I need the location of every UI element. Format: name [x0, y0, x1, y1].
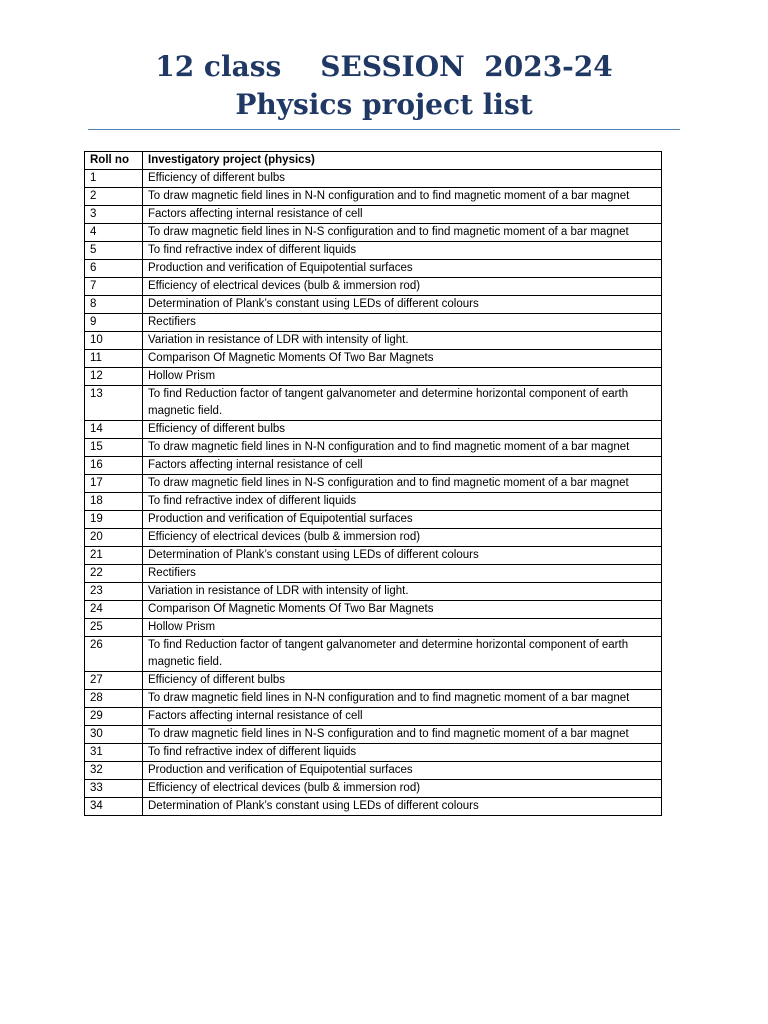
table-body — [85, 170, 662, 816]
table-row — [85, 188, 662, 206]
table-row — [85, 529, 662, 547]
column-header-project: Investigatory project (physics) — [143, 152, 662, 170]
roll-number-cell: 9 — [85, 314, 143, 332]
table-row — [85, 547, 662, 565]
project-title-cell: To draw magnetic field lines in N-N configuration and to find magnetic moment of a bar magnet — [143, 439, 662, 457]
table-row — [85, 170, 662, 188]
project-title-cell: To draw magnetic field lines in N-N configuration and to find magnetic moment of a bar magnet — [143, 690, 662, 708]
roll-number-cell: 3 — [85, 206, 143, 224]
title-subject-line: Physics project list — [235, 88, 533, 121]
roll-number-cell: 31 — [85, 744, 143, 762]
table-row — [85, 296, 662, 314]
project-title-cell: Determination of Plank’s constant using LEDs of different colours — [143, 296, 662, 314]
roll-number-cell: 34 — [85, 798, 143, 816]
table-row — [85, 565, 662, 583]
table-row — [85, 368, 662, 386]
project-title-cell: Hollow Prism — [143, 619, 662, 637]
project-title-cell: To find refractive index of different liquids — [143, 242, 662, 260]
roll-number-cell: 27 — [85, 672, 143, 690]
table-row — [85, 350, 662, 368]
roll-number-cell: 5 — [85, 242, 143, 260]
table-row — [85, 475, 662, 493]
roll-number-cell: 28 — [85, 690, 143, 708]
table-row — [85, 637, 662, 672]
roll-number-cell: 21 — [85, 547, 143, 565]
roll-number-cell: 26 — [85, 637, 143, 672]
project-title-cell: To draw magnetic field lines in N-S configuration and to find magnetic moment of a bar magnet — [143, 726, 662, 744]
project-title-cell: To draw magnetic field lines in N-S configuration and to find magnetic moment of a bar magnet — [143, 475, 662, 493]
project-title-cell: Efficiency of electrical devices (bulb & immersion rod) — [143, 780, 662, 798]
project-title-cell: Comparison Of Magnetic Moments Of Two Bar Magnets — [143, 601, 662, 619]
table-row — [85, 619, 662, 637]
project-title-cell: To find refractive index of different liquids — [143, 744, 662, 762]
project-title-cell: Efficiency of different bulbs — [143, 421, 662, 439]
roll-number-cell: 24 — [85, 601, 143, 619]
column-header-roll-no: Roll no — [85, 152, 143, 170]
project-title-cell: Variation in resistance of LDR with intensity of light. — [143, 332, 662, 350]
roll-number-cell: 32 — [85, 762, 143, 780]
table-row — [85, 493, 662, 511]
table-row — [85, 386, 662, 421]
project-title-cell: To find Reduction factor of tangent galvanometer and determine horizontal component of earth magnetic field. — [143, 386, 662, 421]
table-row — [85, 708, 662, 726]
roll-number-cell: 23 — [85, 583, 143, 601]
project-title-cell: To find refractive index of different liquids — [143, 493, 662, 511]
table-row — [85, 260, 662, 278]
project-title-cell: Determination of Plank’s constant using LEDs of different colours — [143, 798, 662, 816]
project-title-cell: Determination of Plank’s constant using LEDs of different colours — [143, 547, 662, 565]
table-row — [85, 780, 662, 798]
table-row — [85, 421, 662, 439]
project-title-cell: Factors affecting internal resistance of cell — [143, 206, 662, 224]
table-row — [85, 726, 662, 744]
roll-number-cell: 6 — [85, 260, 143, 278]
table-row — [85, 511, 662, 529]
table-row — [85, 672, 662, 690]
page-title — [0, 48, 768, 124]
project-title-cell: Efficiency of electrical devices (bulb & immersion rod) — [143, 278, 662, 296]
project-title-cell: Variation in resistance of LDR with intensity of light. — [143, 583, 662, 601]
roll-number-cell: 4 — [85, 224, 143, 242]
roll-number-cell: 16 — [85, 457, 143, 475]
project-title-cell: Hollow Prism — [143, 368, 662, 386]
project-title-cell: Efficiency of different bulbs — [143, 170, 662, 188]
table-row — [85, 278, 662, 296]
table-row — [85, 798, 662, 816]
table-header-row — [85, 152, 662, 170]
table-row — [85, 224, 662, 242]
table-row — [85, 583, 662, 601]
table-row — [85, 744, 662, 762]
table-row — [85, 206, 662, 224]
table-row — [85, 314, 662, 332]
project-title-cell: Production and verification of Equipotential surfaces — [143, 762, 662, 780]
project-table — [84, 151, 662, 816]
table-row — [85, 439, 662, 457]
roll-number-cell: 30 — [85, 726, 143, 744]
table-row — [85, 457, 662, 475]
project-title-cell: Comparison Of Magnetic Moments Of Two Bar Magnets — [143, 350, 662, 368]
roll-number-cell: 2 — [85, 188, 143, 206]
project-title-cell: Factors affecting internal resistance of cell — [143, 457, 662, 475]
project-title-cell: Rectifiers — [143, 565, 662, 583]
project-title-cell: Production and verification of Equipotential surfaces — [143, 511, 662, 529]
table-row — [85, 242, 662, 260]
project-title-cell: Rectifiers — [143, 314, 662, 332]
roll-number-cell: 7 — [85, 278, 143, 296]
roll-number-cell: 18 — [85, 493, 143, 511]
project-title-cell: To draw magnetic field lines in N-N configuration and to find magnetic moment of a bar magnet — [143, 188, 662, 206]
roll-number-cell: 29 — [85, 708, 143, 726]
project-title-cell: Efficiency of electrical devices (bulb & immersion rod) — [143, 529, 662, 547]
roll-number-cell: 1 — [85, 170, 143, 188]
project-title-cell: Production and verification of Equipotential surfaces — [143, 260, 662, 278]
title-session-line: 12 class SESSION 2023-24 — [155, 50, 613, 83]
table-row — [85, 762, 662, 780]
roll-number-cell: 17 — [85, 475, 143, 493]
table-row — [85, 601, 662, 619]
roll-number-cell: 22 — [85, 565, 143, 583]
roll-number-cell: 14 — [85, 421, 143, 439]
project-title-cell: To draw magnetic field lines in N-S configuration and to find magnetic moment of a bar magnet — [143, 224, 662, 242]
roll-number-cell: 20 — [85, 529, 143, 547]
roll-number-cell: 11 — [85, 350, 143, 368]
table-row — [85, 690, 662, 708]
roll-number-cell: 10 — [85, 332, 143, 350]
roll-number-cell: 15 — [85, 439, 143, 457]
table-row — [85, 332, 662, 350]
project-title-cell: Factors affecting internal resistance of cell — [143, 708, 662, 726]
roll-number-cell: 13 — [85, 386, 143, 421]
title-divider — [88, 129, 680, 130]
roll-number-cell: 33 — [85, 780, 143, 798]
roll-number-cell: 25 — [85, 619, 143, 637]
roll-number-cell: 8 — [85, 296, 143, 314]
roll-number-cell: 19 — [85, 511, 143, 529]
roll-number-cell: 12 — [85, 368, 143, 386]
project-title-cell: To find Reduction factor of tangent galvanometer and determine horizontal component of earth magnetic field. — [143, 637, 662, 672]
project-title-cell: Efficiency of different bulbs — [143, 672, 662, 690]
